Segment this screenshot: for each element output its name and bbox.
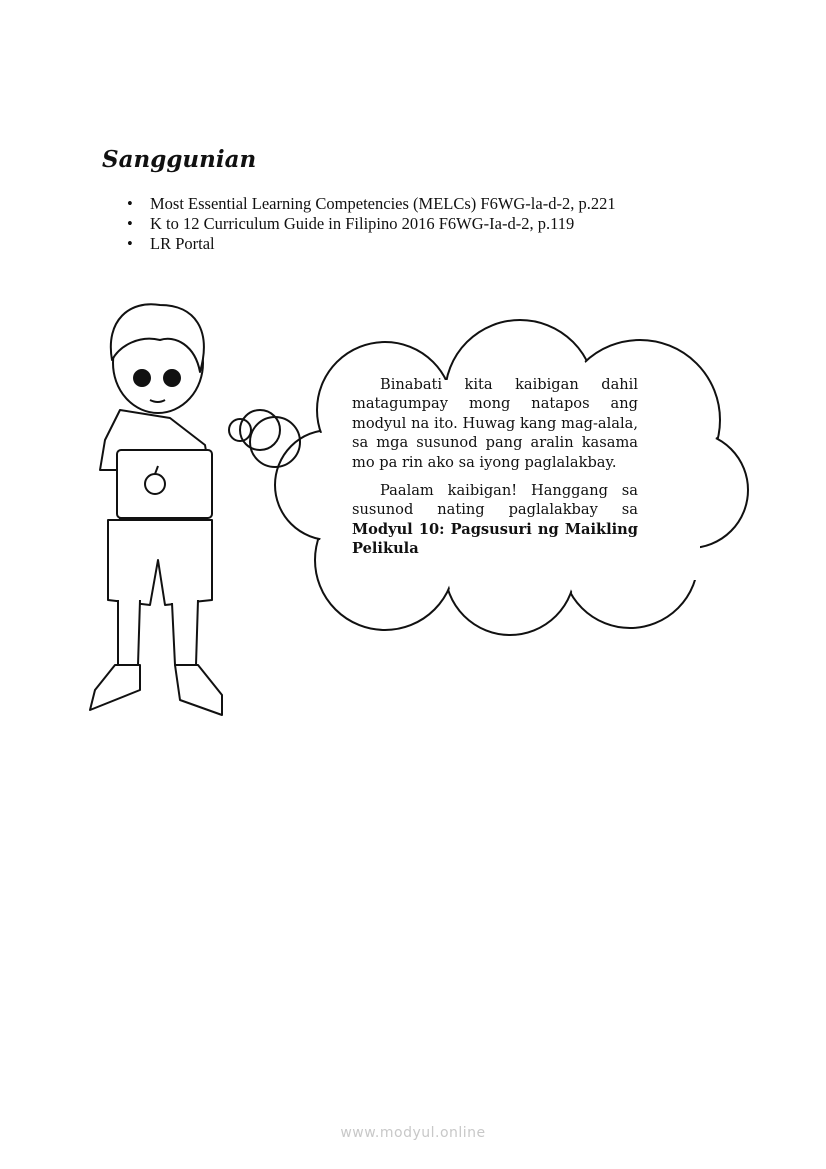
- boy-character: [90, 304, 222, 715]
- congratulation-paragraph: Binabati kita kaibigan dahil matagumpay mong natapos ang modyul na ito. Huwag kang mag-alala, sa mga susunod pang aralin kasama mo pa rin ako sa iyong paglalakbay.: [352, 376, 638, 471]
- watermark: www.modyul.online: [340, 1125, 486, 1141]
- reference-item: • LR Portal: [127, 234, 616, 254]
- apple-icon: [145, 474, 165, 494]
- section-title: Sanggunian: [102, 146, 257, 173]
- reference-item: • K to 12 Curriculum Guide in Filipino 2016 F6WG-Ia-d-2, p.119: [127, 214, 616, 234]
- next-module-title: Modyul 10: Pagsusuri ng Maikling Pelikula: [352, 520, 638, 558]
- reference-item: • Most Essential Learning Competencies (MELCs) F6WG-la-d-2, p.221: [127, 194, 616, 214]
- farewell-text: Paalam kaibigan! Hanggang sa susunod nating paglalakbay sa: [352, 482, 638, 519]
- bubble-message: [352, 375, 638, 568]
- farewell-paragraph: [352, 481, 638, 559]
